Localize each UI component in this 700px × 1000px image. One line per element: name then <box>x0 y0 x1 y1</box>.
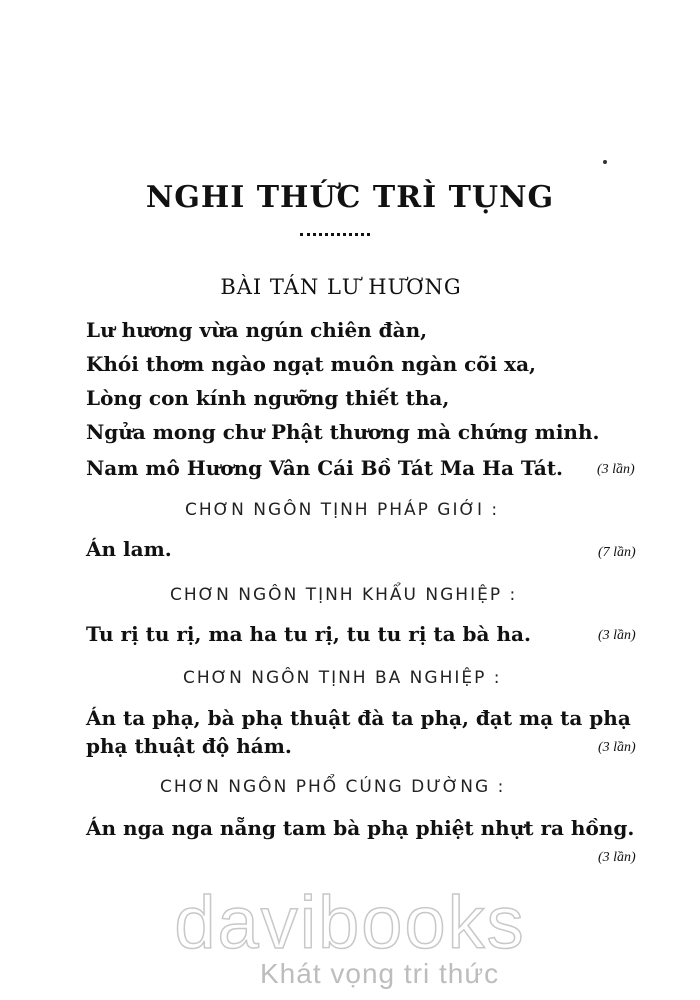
mantra-repeat-count-2: (3 lần) <box>598 628 636 643</box>
speck-mark <box>603 160 607 164</box>
mantra-line-3a: Án ta phạ, bà phạ thuật đà ta phạ, đạt mạ ta phạ <box>86 706 631 730</box>
title-divider <box>300 233 370 239</box>
verse-line-4: Ngửa mong chư Phật thương mà chứng minh. <box>86 420 600 444</box>
mantra-heading-2: CHƠN NGÔN TỊNH KHẨU NGHIỆP : <box>170 585 518 605</box>
mantra-line-1: Án lam. <box>86 537 172 561</box>
section-title: BÀI TÁN LƯ HƯƠNG <box>220 275 462 299</box>
mantra-line-4: Án nga nga nẵng tam bà phạ phiệt nhựt ra hồng. <box>86 816 635 840</box>
mantra-line-2: Tu rị tu rị, ma ha tu rị, tu tu rị ta bà ha. <box>86 622 531 646</box>
mantra-heading-3: CHƠN NGÔN TỊNH BA NGHIỆP : <box>183 668 502 688</box>
mantra-line-3b: phạ thuật độ hám. <box>86 734 292 758</box>
verse-line-2: Khói thơm ngào ngạt muôn ngàn cõi xa, <box>86 352 536 376</box>
verse-line-3: Lòng con kính ngưỡng thiết tha, <box>86 386 450 410</box>
mantra-heading-1: CHƠN NGÔN TỊNH PHÁP GIỚI : <box>185 500 500 520</box>
verse-line-1: Lư hương vừa ngún chiên đàn, <box>86 318 428 342</box>
mantra-heading-4: CHƠN NGÔN PHỔ CÚNG DƯỜNG : <box>160 777 506 797</box>
mantra-repeat-count-1: (7 lần) <box>598 545 636 560</box>
mantra-repeat-count-4: (3 lần) <box>598 850 636 865</box>
invocation-repeat-count: (3 lần) <box>597 462 635 477</box>
invocation-line: Nam mô Hương Vân Cái Bồ Tát Ma Ha Tát. <box>86 456 564 480</box>
watermark-logo: davibooks <box>174 881 526 964</box>
page-title: NGHI THỨC TRÌ TỤNG <box>145 180 555 215</box>
mantra-repeat-count-3: (3 lần) <box>598 740 636 755</box>
watermark-tagline: Khát vọng tri thức <box>260 958 500 989</box>
